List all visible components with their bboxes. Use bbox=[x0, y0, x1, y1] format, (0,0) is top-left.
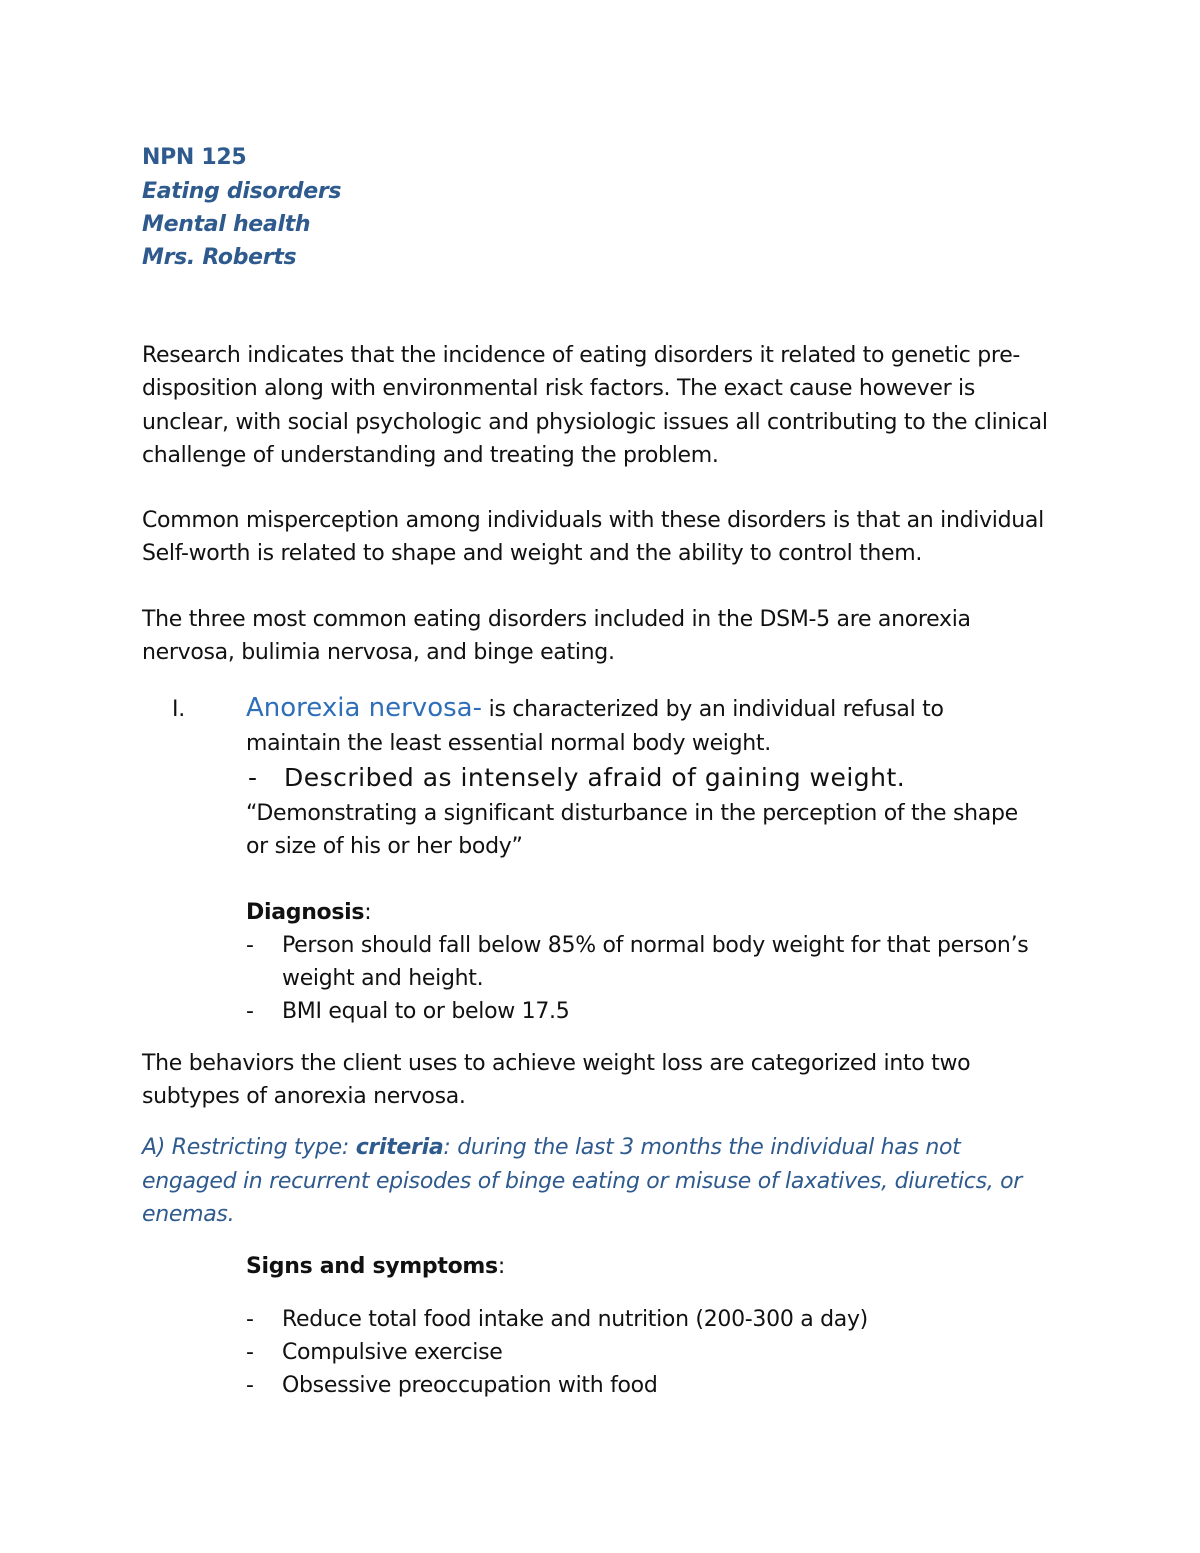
section-term: Anorexia nervosa bbox=[246, 693, 473, 723]
list-item bbox=[246, 1371, 658, 1401]
paragraph-line: The behaviors the client uses to achieve weight loss are categorized into two bbox=[142, 1051, 971, 1076]
section-definition-line bbox=[246, 693, 944, 725]
bullet-dash: - bbox=[246, 1373, 254, 1398]
paragraph-line: unclear, with social psychologic and physiologic issues all contributing to the clinical bbox=[142, 410, 1048, 435]
paragraph-line: Self-worth is related to shape and weight and the ability to control them. bbox=[142, 541, 923, 566]
criteria-label: criteria bbox=[355, 1135, 444, 1160]
list-item bbox=[246, 931, 1028, 961]
paragraph-line: disposition along with environmental risk factors. The exact cause however is bbox=[142, 376, 976, 401]
bullet-dash: - bbox=[246, 1340, 254, 1365]
bullet-dash: - bbox=[248, 763, 258, 792]
section-definition-line: maintain the least essential normal body weight. bbox=[246, 731, 771, 756]
list-item-text: Person should fall below 85% of normal body weight for that person’s bbox=[282, 933, 1029, 958]
paragraph-line: nervosa, bulimia nervosa, and binge eating. bbox=[142, 640, 615, 665]
list-item-text: Reduce total food intake and nutrition (200-300 a day) bbox=[282, 1307, 868, 1332]
restricting-type-line: engaged in recurrent episodes of binge eating or misuse of laxatives, diuretics, or bbox=[142, 1169, 1023, 1194]
section-term-dash: - bbox=[472, 693, 482, 723]
course-code: NPN 125 bbox=[142, 145, 247, 170]
list-item-text: weight and height. bbox=[282, 966, 484, 991]
list-item bbox=[246, 1338, 503, 1368]
bullet-dash: - bbox=[246, 1307, 254, 1332]
list-item bbox=[246, 964, 483, 994]
paragraph-line: Research indicates that the incidence of eating disorders it related to genetic pre- bbox=[142, 343, 1021, 368]
signs-heading bbox=[246, 1252, 505, 1282]
diagnosis-colon: : bbox=[364, 900, 372, 925]
diagnosis-label: Diagnosis bbox=[246, 900, 365, 925]
list-item-text: BMI equal to or below 17.5 bbox=[282, 999, 570, 1024]
section-definition-text: is characterized by an individual refusal to bbox=[481, 697, 944, 722]
instructor-name: Mrs. Roberts bbox=[142, 245, 297, 270]
bullet-dash: - bbox=[246, 999, 254, 1024]
list-item bbox=[246, 1305, 868, 1335]
signs-label: Signs and symptoms bbox=[246, 1254, 498, 1279]
restricting-prefix: A) Restricting type: bbox=[142, 1135, 356, 1160]
quote-line: “Demonstrating a significant disturbance in the perception of the shape bbox=[246, 801, 1018, 826]
paragraph-line: subtypes of anorexia nervosa. bbox=[142, 1084, 466, 1109]
restricting-type-line bbox=[142, 1133, 960, 1163]
restricting-text: : during the last 3 months the individual has not bbox=[443, 1135, 961, 1160]
quote-line: or size of his or her body” bbox=[246, 834, 523, 859]
subject-title: Mental health bbox=[142, 212, 311, 237]
diagnosis-heading bbox=[246, 898, 371, 928]
paragraph-line: Common misperception among individuals with these disorders is that an individual bbox=[142, 508, 1044, 533]
bullet-dash: - bbox=[246, 933, 254, 958]
topic-title: Eating disorders bbox=[142, 179, 342, 204]
section-numeral: I. bbox=[172, 697, 185, 722]
described-text: Described as intensely afraid of gaining weight. bbox=[284, 763, 906, 792]
list-item-text: Compulsive exercise bbox=[282, 1340, 503, 1365]
list-item bbox=[246, 997, 569, 1027]
paragraph-line: The three most common eating disorders included in the DSM-5 are anorexia bbox=[142, 607, 971, 632]
signs-colon: : bbox=[497, 1254, 505, 1279]
list-item-text: Obsessive preoccupation with food bbox=[282, 1373, 658, 1398]
paragraph-line: challenge of understanding and treating the problem. bbox=[142, 443, 719, 468]
described-line bbox=[248, 763, 905, 793]
restricting-type-line: enemas. bbox=[142, 1202, 235, 1227]
